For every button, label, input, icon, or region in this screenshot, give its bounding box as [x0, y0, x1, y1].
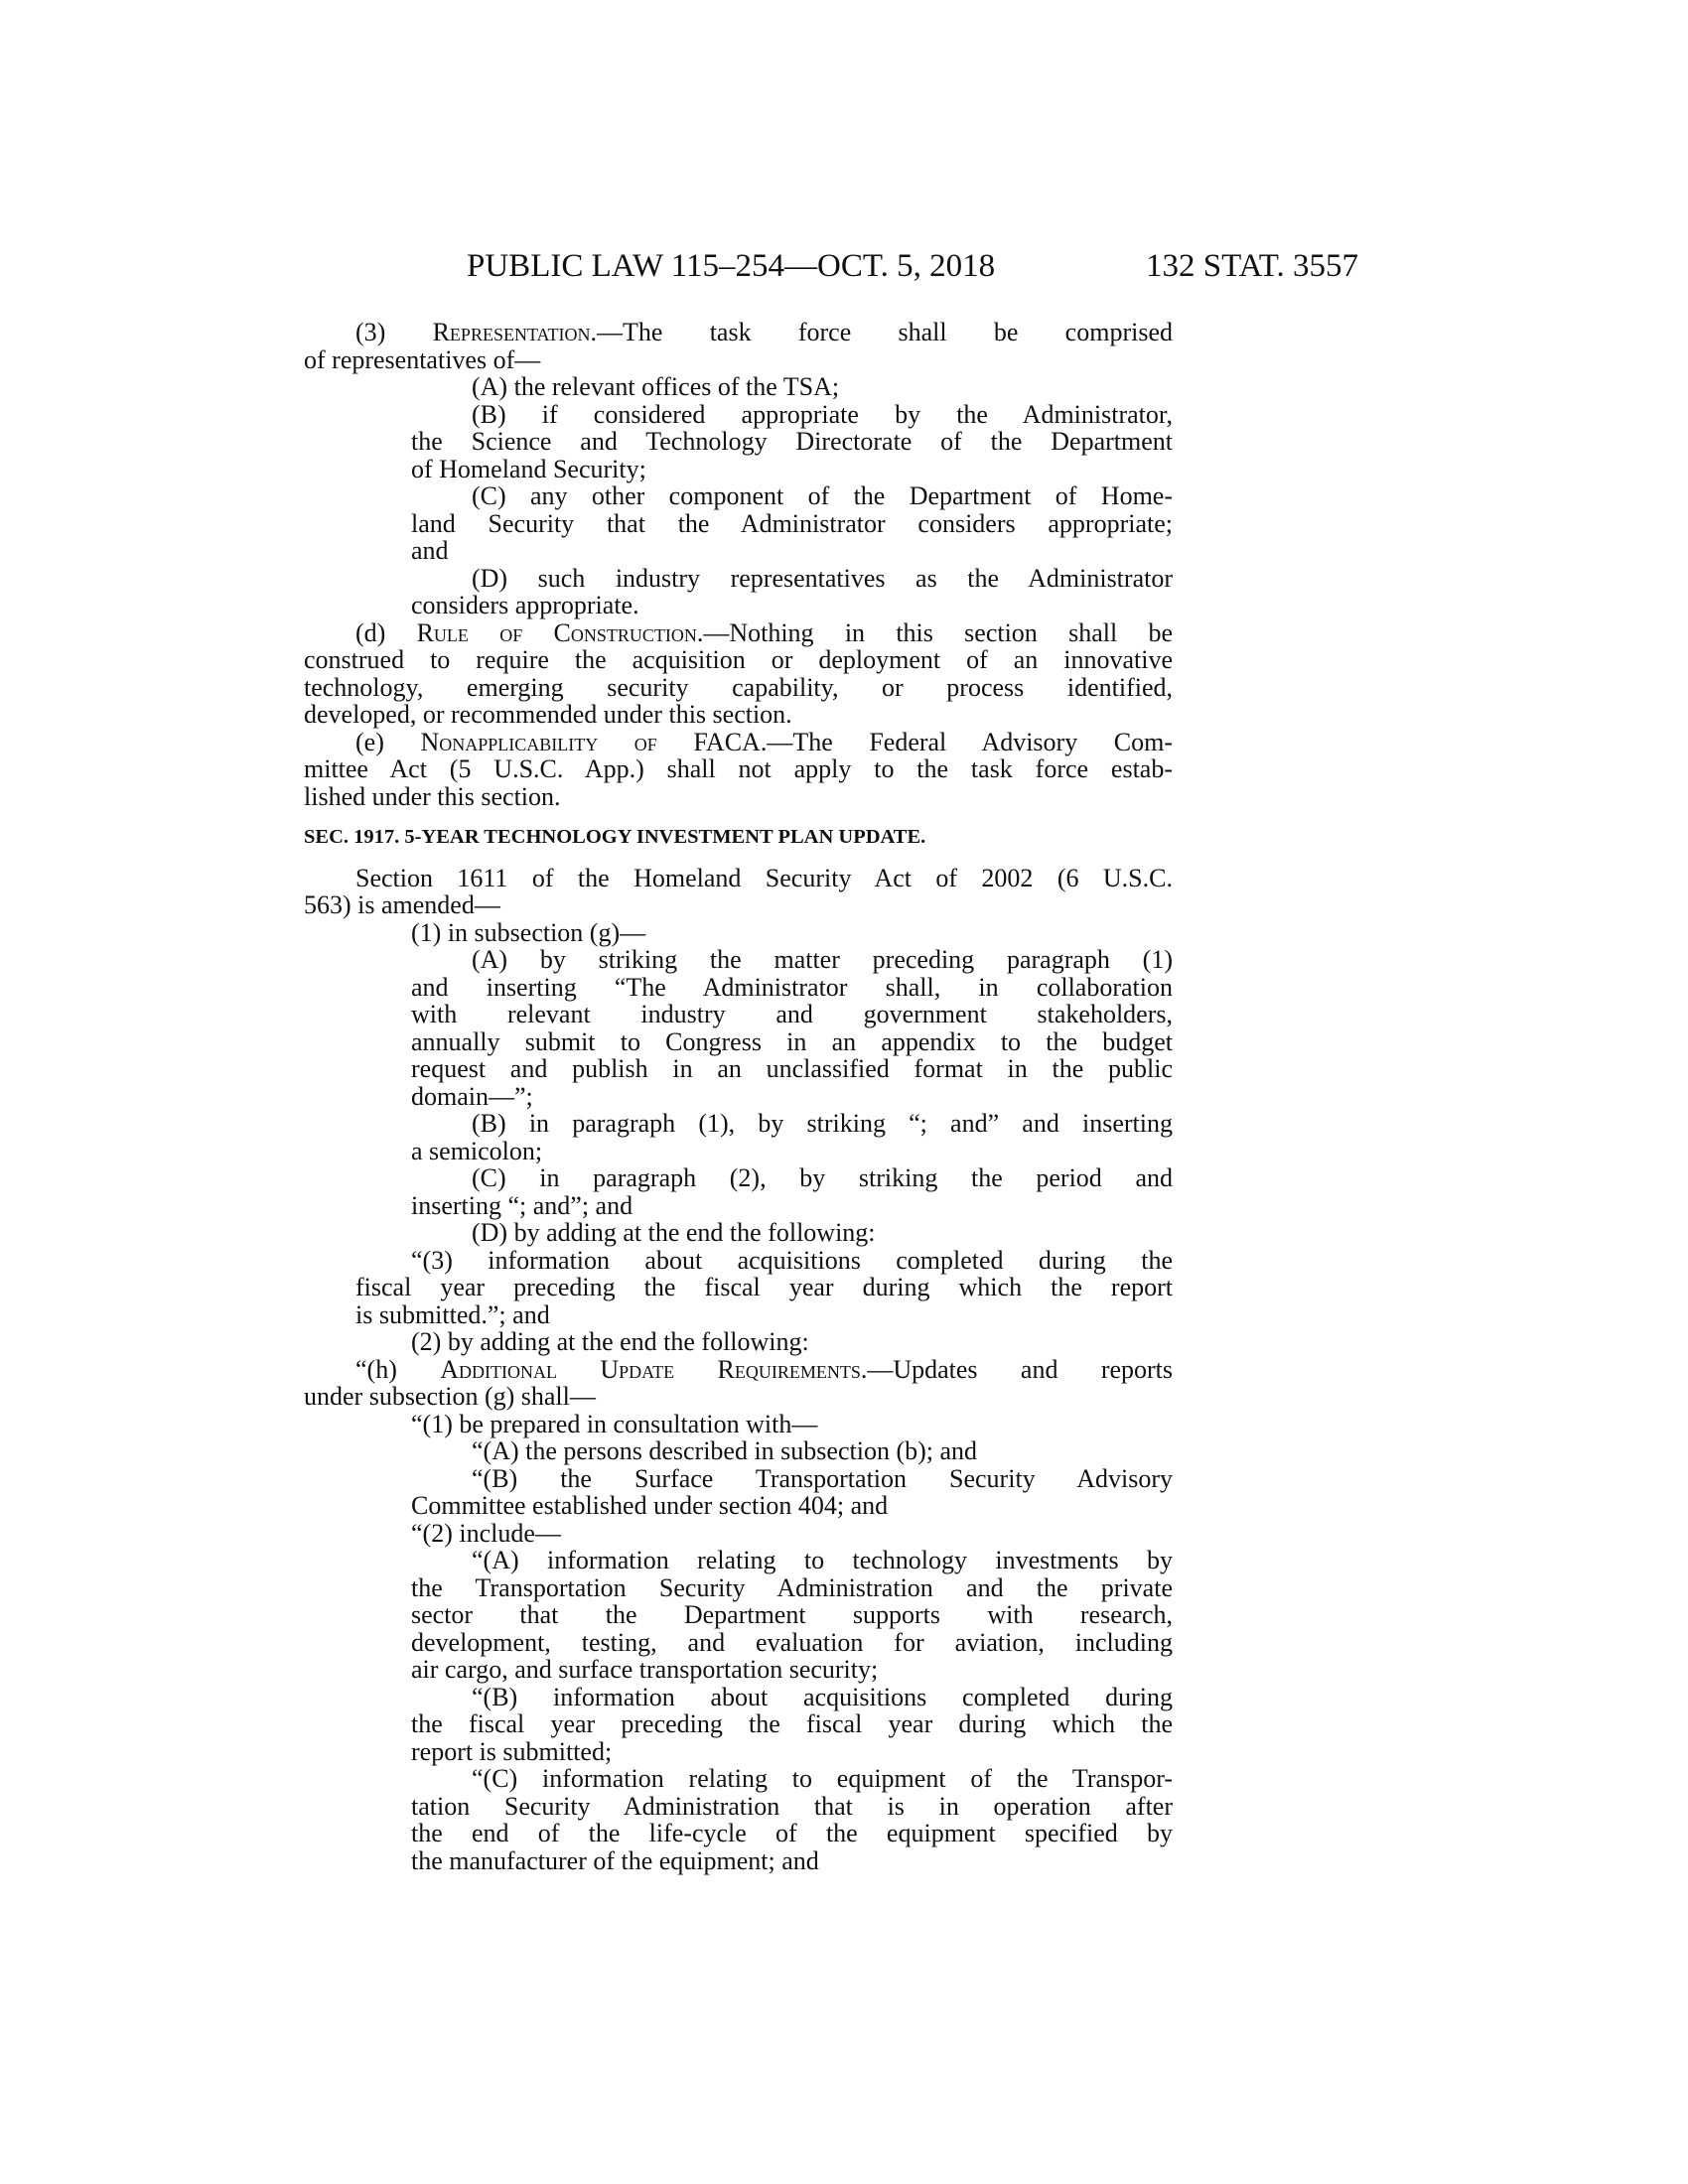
text-run: under subsection (g) shall—: [304, 1382, 596, 1411]
text-line-content: [472, 1164, 1173, 1192]
text-line-content: [472, 565, 1173, 593]
text-line: [0, 319, 1688, 346]
text-run: “(h): [355, 1354, 441, 1384]
text-run: land Security that the Administrator considers appropriate;: [411, 508, 1173, 538]
text-run: considers appropriate.: [411, 591, 639, 619]
text-run: (e): [355, 727, 421, 756]
text-line: [0, 1765, 1688, 1793]
text-line: [0, 1247, 1688, 1275]
text-run: is submitted.”; and: [355, 1299, 550, 1329]
text-line-content: [411, 456, 1173, 483]
text-run: and: [411, 536, 449, 565]
text-line-content: [411, 1001, 1173, 1028]
text-line: [0, 401, 1688, 429]
text-line: [0, 974, 1688, 1002]
text-run: construed to require the acquisition or deployment of an innovative: [304, 645, 1173, 674]
text-line-content: [472, 946, 1173, 974]
text-run: (A) by striking the matter preceding paragraph (1): [472, 945, 1173, 974]
text-line-content: [411, 1601, 1173, 1629]
text-run: air cargo, and surface transportation security;: [411, 1655, 879, 1684]
text-run: “(A) information relating to technology investments by: [472, 1546, 1173, 1574]
text-run: a semicolon;: [411, 1136, 543, 1165]
text-run: (D) such industry representatives as the Administrator: [472, 563, 1173, 593]
text-line: [0, 701, 1688, 729]
text-run: with relevant industry and government stakeholders,: [411, 1000, 1173, 1028]
text-line: [0, 1192, 1688, 1220]
section-1916-continuation: [0, 319, 1688, 810]
section-1917-text: [0, 865, 1688, 1875]
text-line-content: [411, 510, 1173, 538]
text-run: developed, or recommended under this section.: [304, 700, 792, 729]
text-line-content: [411, 1055, 1173, 1083]
text-run: inserting “; and”; and: [411, 1190, 633, 1220]
text-run: the manufacturer of the equipment; and: [411, 1845, 819, 1875]
text-line-content: [304, 646, 1173, 674]
text-line-content: [472, 373, 1173, 401]
text-line-content: [472, 401, 1173, 429]
text-line: [0, 919, 1688, 947]
text-line: [0, 565, 1688, 593]
text-run: fiscal year preceding the fiscal year during which the report: [355, 1273, 1173, 1301]
text-line-content: [411, 1192, 1173, 1220]
text-line-content: [411, 919, 1173, 947]
text-run: lished under this section.: [304, 781, 561, 811]
text-line-content: [411, 1520, 1173, 1548]
text-line: [0, 891, 1688, 919]
text-run: Committee established under section 404; and: [411, 1491, 889, 1520]
text-line-content: [411, 1028, 1173, 1056]
text-run: sector that the Department supports with research,: [411, 1600, 1173, 1629]
text-run: “(B) the Surface Transportation Security Advisory: [472, 1463, 1173, 1493]
text-line-content: [472, 482, 1173, 510]
text-line: [0, 1301, 1688, 1329]
text-run: technology, emerging security capability, or process identified,: [304, 672, 1173, 702]
text-run: tation Security Administration that is in operation after: [411, 1791, 1173, 1821]
text-run: 563) is amended—: [304, 890, 500, 919]
text-run: annually submit to Congress in an appendix to the budget: [411, 1026, 1173, 1056]
text-line-content: [355, 865, 1173, 892]
text-line-content: [411, 1328, 1173, 1356]
text-run: report is submitted;: [411, 1736, 613, 1766]
text-line-content: [472, 1110, 1173, 1138]
text-line: [0, 1411, 1688, 1438]
text-run: (B) if considered appropriate by the Administrator,: [472, 399, 1173, 429]
text-run: the end of the life-cycle of the equipment specified by: [411, 1819, 1173, 1847]
text-line: [0, 428, 1688, 456]
text-line-content: [355, 1356, 1173, 1384]
text-line: [0, 946, 1688, 974]
running-header-title: PUBLIC LAW 115–254—OCT. 5, 2018: [467, 248, 996, 284]
text-line-content: [411, 1574, 1173, 1602]
text-run: (d): [355, 617, 417, 647]
text-run: the fiscal year preceding the fiscal year during which the: [411, 1709, 1173, 1738]
text-line-content: [304, 891, 1173, 919]
text-line: [0, 619, 1688, 647]
text-line-content: [411, 1820, 1173, 1847]
text-line: [0, 1684, 1688, 1711]
text-line: [0, 783, 1688, 811]
text-line: [0, 1656, 1688, 1684]
section-heading: SEC. 1917. 5-YEAR TECHNOLOGY INVESTMENT PLAN UPDATE.: [304, 826, 926, 848]
text-line: [0, 1383, 1688, 1411]
text-run: (D) by adding at the end the following:: [472, 1218, 876, 1247]
text-line: [0, 1465, 1688, 1493]
text-run: and inserting “The Administrator shall, in collaboration: [411, 972, 1173, 1002]
text-line: [0, 1219, 1688, 1247]
text-run: .—The task force shall be comprised: [590, 318, 1173, 346]
text-run: mittee Act (5 U.S.C. App.) shall not apply to the task force estab-: [304, 754, 1173, 783]
text-line: [0, 1820, 1688, 1847]
text-line: [0, 1738, 1688, 1766]
text-line-content: [472, 1765, 1173, 1793]
text-line-content: [411, 1492, 1173, 1520]
text-run: (2) by adding at the end the following:: [411, 1327, 809, 1356]
text-line-content: [411, 1738, 1173, 1766]
text-line: [0, 1547, 1688, 1574]
text-line: [0, 1028, 1688, 1056]
document-body: [0, 319, 1688, 1874]
text-line-content: [411, 1710, 1173, 1738]
text-line-content: [411, 1847, 1173, 1875]
text-line: [0, 373, 1688, 401]
text-line: [0, 1356, 1688, 1384]
text-line-content: [472, 1684, 1173, 1711]
text-line: [0, 1520, 1688, 1548]
text-line-content: [355, 319, 1173, 346]
text-line-content: [304, 1383, 1173, 1411]
paragraph-heading-smallcaps: Representation: [432, 318, 591, 346]
text-line: [0, 1492, 1688, 1520]
text-run: (C) in paragraph (2), by striking the period and: [472, 1163, 1173, 1192]
text-line-content: [304, 674, 1173, 702]
text-line-content: [355, 1274, 1173, 1301]
text-run: “(2) include—: [411, 1518, 561, 1548]
text-run: “(3) information about acquisitions completed during the: [411, 1245, 1173, 1275]
text-line-content: [304, 783, 1173, 811]
text-run: (1) in subsection (g)—: [411, 917, 646, 947]
text-line-content: [411, 1411, 1173, 1438]
text-line-content: [411, 1138, 1173, 1165]
text-line: [0, 646, 1688, 674]
paragraph-heading-smallcaps: Additional Update Requirements: [440, 1354, 861, 1384]
text-line: [0, 456, 1688, 483]
text-run: development, testing, and evaluation for aviation, including: [411, 1627, 1173, 1657]
text-line: [0, 1601, 1688, 1629]
text-line: [0, 1055, 1688, 1083]
text-line: [0, 482, 1688, 510]
text-run: .—Updates and reports: [860, 1354, 1174, 1384]
text-line: [0, 1629, 1688, 1657]
text-line-content: [411, 1793, 1173, 1821]
text-line: [0, 1164, 1688, 1192]
text-run: request and publish in an unclassified format in the public: [411, 1054, 1173, 1083]
text-line-content: [472, 1547, 1173, 1574]
text-line: [0, 1574, 1688, 1602]
text-line: [0, 1793, 1688, 1821]
text-run: (A) the relevant offices of the TSA;: [472, 372, 840, 401]
text-run: the Science and Technology Directorate of the Department: [411, 427, 1173, 456]
text-line-content: [304, 701, 1173, 729]
text-line-content: [411, 1629, 1173, 1657]
text-run: “(B) information about acquisitions completed during: [472, 1682, 1173, 1711]
text-run: “(C) information relating to equipment of the Transpor-: [472, 1764, 1173, 1793]
text-line-content: [355, 619, 1173, 647]
text-line-content: [411, 592, 1173, 619]
text-line-content: [472, 1437, 1173, 1465]
text-line: [0, 1001, 1688, 1028]
text-line: [0, 729, 1688, 756]
text-line-content: [411, 428, 1173, 456]
text-run: “(A) the persons described in subsection (b); and: [472, 1436, 978, 1465]
text-run: “(1) be prepared in consultation with—: [411, 1409, 818, 1438]
text-line-content: [304, 755, 1173, 783]
text-line: [0, 1083, 1688, 1111]
paragraph-heading-smallcaps: Nonapplicability of: [420, 727, 657, 756]
text-run: (3): [355, 318, 433, 346]
text-line: [0, 1847, 1688, 1875]
text-line-content: [355, 729, 1173, 756]
text-line: [0, 755, 1688, 783]
text-line: [0, 865, 1688, 892]
text-run: (C) any other component of the Department of Home-: [472, 481, 1173, 510]
text-line-content: [472, 1465, 1173, 1493]
text-line: [0, 1437, 1688, 1465]
paragraph-heading-smallcaps: Rule of Construction: [416, 617, 697, 647]
text-run: of Homeland Security;: [411, 454, 646, 483]
text-line: [0, 1710, 1688, 1738]
text-run: (B) in paragraph (1), by striking “; and” and inserting: [472, 1109, 1173, 1138]
text-line-content: [411, 1656, 1173, 1684]
text-line: [0, 592, 1688, 619]
text-line-content: [411, 1083, 1173, 1111]
text-line: [0, 1328, 1688, 1356]
text-line: [0, 674, 1688, 702]
text-line-content: [304, 346, 1173, 374]
text-line: [0, 537, 1688, 565]
text-run: .—Nothing in this section shall be: [696, 617, 1173, 647]
page-stat-number: 132 STAT. 3557: [1146, 248, 1359, 284]
text-line: [0, 346, 1688, 374]
text-line-content: [411, 537, 1173, 565]
text-line: [0, 1110, 1688, 1138]
text-line: [0, 1138, 1688, 1165]
text-line-content: [411, 974, 1173, 1002]
text-run: domain—”;: [411, 1081, 533, 1111]
text-line-content: [472, 1219, 1173, 1247]
text-line-content: [355, 1301, 1173, 1329]
text-run: of representatives of—: [304, 344, 541, 374]
text-line: [0, 1274, 1688, 1301]
text-run: FACA.—The Federal Advisory Com-: [656, 727, 1173, 756]
text-run: the Transportation Security Administration and the private: [411, 1572, 1173, 1602]
text-line: [0, 510, 1688, 538]
text-line-content: [411, 1247, 1173, 1275]
text-run: Section 1611 of the Homeland Security Act of 2002 (6 U.S.C.: [355, 863, 1173, 892]
